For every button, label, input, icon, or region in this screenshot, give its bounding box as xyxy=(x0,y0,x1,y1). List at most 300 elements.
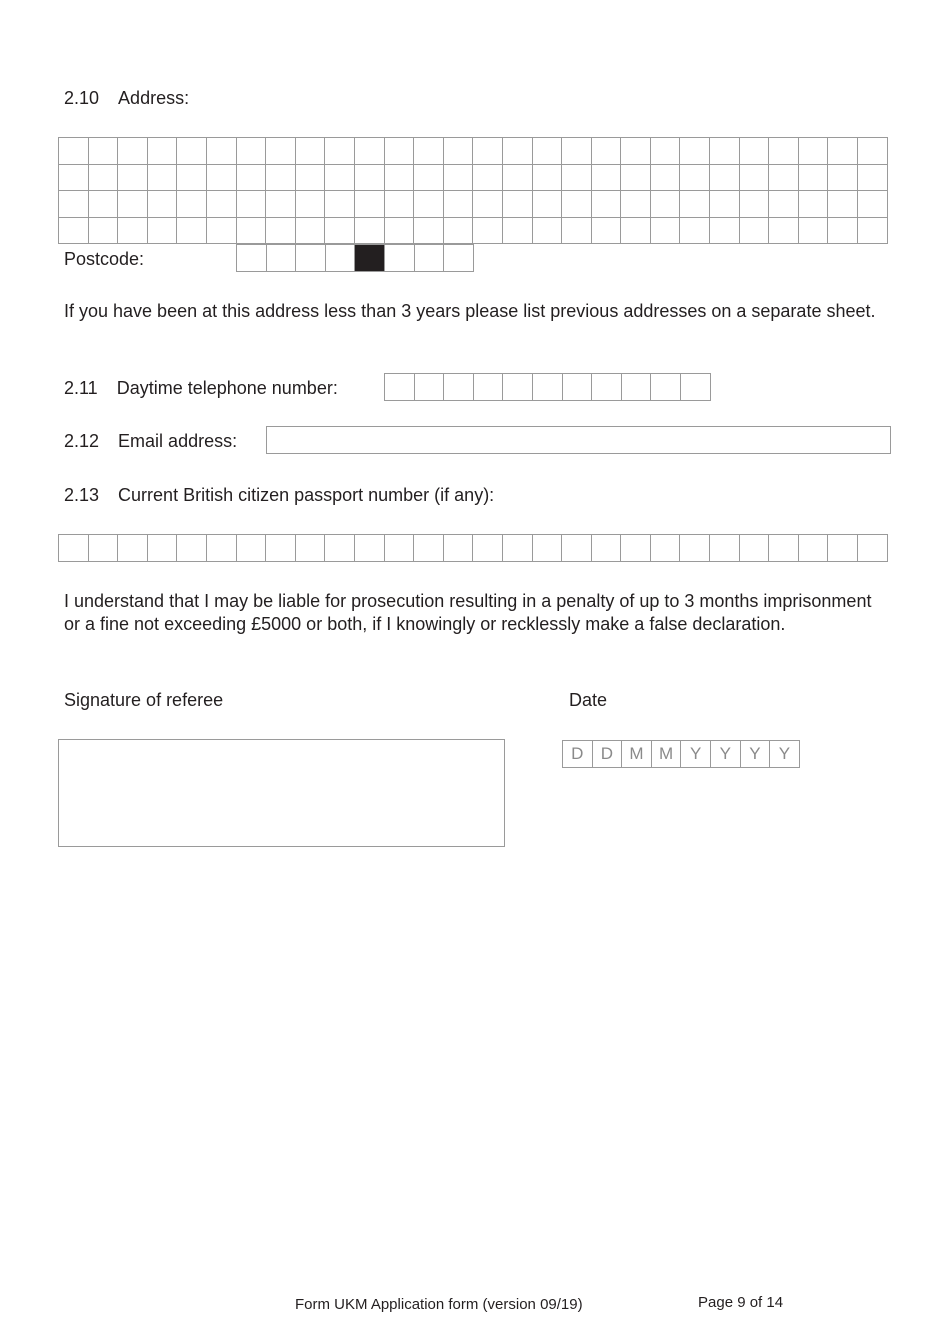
passport-char-input[interactable] xyxy=(325,535,354,561)
address-char-input[interactable] xyxy=(651,165,680,191)
passport-char-input[interactable] xyxy=(444,535,473,561)
telephone-char-input[interactable] xyxy=(503,374,532,400)
passport-char-input[interactable] xyxy=(828,535,857,561)
address-char-input[interactable] xyxy=(414,191,443,217)
address-char-input[interactable] xyxy=(592,191,621,217)
address-cell xyxy=(769,191,799,218)
address-char-input[interactable] xyxy=(592,218,621,244)
address-cell xyxy=(799,165,829,192)
passport-char-input[interactable] xyxy=(296,535,325,561)
passport-cell xyxy=(651,535,681,562)
address-char-input[interactable] xyxy=(118,165,147,191)
address-char-input[interactable] xyxy=(858,165,887,191)
address-char-input[interactable] xyxy=(59,191,88,217)
address-cell xyxy=(385,165,415,192)
date-char-input[interactable] xyxy=(770,741,799,767)
address-char-input[interactable] xyxy=(237,191,266,217)
address-char-input[interactable] xyxy=(503,191,532,217)
address-cell xyxy=(89,138,119,165)
address-cell xyxy=(740,138,770,165)
address-cell xyxy=(533,165,563,192)
telephone-char-input[interactable] xyxy=(651,374,680,400)
passport-question-label: Current British citizen passport number (if any): xyxy=(118,485,495,505)
address-cell xyxy=(473,165,503,192)
address-cell xyxy=(740,165,770,192)
date-cell xyxy=(652,741,682,768)
date-char-input[interactable] xyxy=(563,741,592,767)
address-char-input[interactable] xyxy=(621,191,650,217)
address-cell xyxy=(858,191,888,218)
address-cell xyxy=(503,165,533,192)
address-char-input[interactable] xyxy=(89,191,118,217)
address-char-input[interactable] xyxy=(473,218,502,244)
telephone-char-input[interactable] xyxy=(444,374,473,400)
address-cell xyxy=(118,191,148,218)
postcode-cell xyxy=(415,245,445,272)
address-cell xyxy=(740,191,770,218)
address-cell xyxy=(59,218,89,245)
address-cell xyxy=(621,218,651,245)
address-cell xyxy=(503,191,533,218)
passport-question-number: 2.13 xyxy=(64,485,100,505)
passport-cell xyxy=(414,535,444,562)
address-char-input[interactable] xyxy=(740,165,769,191)
passport-char-input[interactable] xyxy=(177,535,206,561)
address-question xyxy=(64,87,189,110)
telephone-cell xyxy=(622,374,652,401)
address-char-input[interactable] xyxy=(710,218,739,244)
address-char-input[interactable] xyxy=(444,191,473,217)
address-cell xyxy=(266,138,296,165)
address-cell xyxy=(740,218,770,245)
passport-char-input[interactable] xyxy=(651,535,680,561)
passport-cell xyxy=(799,535,829,562)
email-question-number: 2.12 xyxy=(64,431,100,451)
address-cell xyxy=(828,191,858,218)
address-char-input[interactable] xyxy=(414,165,443,191)
address-char-input[interactable] xyxy=(148,165,177,191)
address-char-input[interactable] xyxy=(118,138,147,164)
address-cell xyxy=(562,138,592,165)
postcode-cell xyxy=(296,245,326,272)
address-char-input[interactable] xyxy=(177,138,206,164)
address-cell xyxy=(444,165,474,192)
passport-cell xyxy=(385,535,415,562)
address-char-input[interactable] xyxy=(769,191,798,217)
passport-cell xyxy=(266,535,296,562)
email-question-label: Email address: xyxy=(118,431,238,451)
address-cell xyxy=(473,138,503,165)
address-char-input[interactable] xyxy=(296,138,325,164)
date-cell xyxy=(770,741,800,768)
address-cell xyxy=(444,138,474,165)
address-char-input[interactable] xyxy=(89,165,118,191)
address-char-input[interactable] xyxy=(799,165,828,191)
date-cell xyxy=(622,741,652,768)
address-char-input[interactable] xyxy=(325,218,354,244)
address-cell xyxy=(177,165,207,192)
telephone-cell xyxy=(444,374,474,401)
address-cell xyxy=(680,218,710,245)
telephone-char-input[interactable] xyxy=(474,374,503,400)
email-field[interactable] xyxy=(267,427,890,453)
address-char-input[interactable] xyxy=(207,191,236,217)
address-cell xyxy=(148,191,178,218)
address-char-input[interactable] xyxy=(828,218,857,244)
date-grid xyxy=(562,740,800,768)
address-char-input[interactable] xyxy=(858,191,887,217)
signature-label: Signature of referee xyxy=(64,690,224,710)
address-char-input[interactable] xyxy=(503,218,532,244)
address-char-input[interactable] xyxy=(651,191,680,217)
address-char-input[interactable] xyxy=(769,138,798,164)
telephone-cell xyxy=(592,374,622,401)
address-cell xyxy=(828,138,858,165)
address-cell xyxy=(769,138,799,165)
address-char-input[interactable] xyxy=(325,165,354,191)
address-cell xyxy=(799,218,829,245)
address-cell xyxy=(680,138,710,165)
address-char-input[interactable] xyxy=(414,218,443,244)
address-char-input[interactable] xyxy=(414,138,443,164)
address-char-input[interactable] xyxy=(503,165,532,191)
telephone-cell xyxy=(474,374,504,401)
address-char-input[interactable] xyxy=(680,218,709,244)
date-cell xyxy=(711,741,741,768)
address-char-input[interactable] xyxy=(296,191,325,217)
address-char-input[interactable] xyxy=(533,138,562,164)
address-char-input[interactable] xyxy=(799,138,828,164)
address-char-input[interactable] xyxy=(740,191,769,217)
telephone-grid xyxy=(384,373,711,401)
postcode-label: Postcode: xyxy=(64,249,145,269)
address-cell xyxy=(651,218,681,245)
address-cell xyxy=(651,191,681,218)
passport-char-input[interactable] xyxy=(740,535,769,561)
address-char-input[interactable] xyxy=(355,191,384,217)
address-cell xyxy=(651,138,681,165)
address-char-input[interactable] xyxy=(769,218,798,244)
address-char-input[interactable] xyxy=(355,138,384,164)
address-char-input[interactable] xyxy=(740,218,769,244)
address-char-input[interactable] xyxy=(59,165,88,191)
postcode-char-input[interactable] xyxy=(326,245,355,271)
passport-char-input[interactable] xyxy=(533,535,562,561)
address-char-input[interactable] xyxy=(148,138,177,164)
passport-char-input[interactable] xyxy=(621,535,650,561)
address-char-input[interactable] xyxy=(828,191,857,217)
postcode-char-input[interactable] xyxy=(415,245,444,271)
passport-char-input[interactable] xyxy=(769,535,798,561)
passport-cell xyxy=(680,535,710,562)
address-cell xyxy=(414,165,444,192)
passport-char-input[interactable] xyxy=(59,535,88,561)
address-char-input[interactable] xyxy=(473,138,502,164)
date-cell xyxy=(741,741,771,768)
address-cell xyxy=(355,191,385,218)
address-char-input[interactable] xyxy=(680,138,709,164)
postcode-char-input[interactable] xyxy=(444,245,473,271)
address-char-input[interactable] xyxy=(562,165,591,191)
address-cell xyxy=(414,191,444,218)
passport-char-input[interactable] xyxy=(799,535,828,561)
passport-char-input[interactable] xyxy=(858,535,887,561)
address-char-input[interactable] xyxy=(385,218,414,244)
address-char-input[interactable] xyxy=(651,138,680,164)
telephone-char-input[interactable] xyxy=(415,374,444,400)
address-char-input[interactable] xyxy=(207,165,236,191)
passport-grid xyxy=(58,534,888,562)
date-char-input[interactable] xyxy=(711,741,740,767)
declaration-text: I understand that I may be liable for prosecution resulting in a penalty of up to 3 months imprisonment or a fine not exceeding £5000 or both, if I knowingly or recklessly make a false declaration. xyxy=(64,591,872,634)
address-char-input[interactable] xyxy=(503,138,532,164)
passport-char-input[interactable] xyxy=(237,535,266,561)
address-cell xyxy=(177,138,207,165)
address-cell xyxy=(207,138,237,165)
postcode-char-input[interactable] xyxy=(267,245,296,271)
address-cell xyxy=(592,138,622,165)
passport-cell xyxy=(296,535,326,562)
address-char-input[interactable] xyxy=(325,138,354,164)
address-char-input[interactable] xyxy=(266,165,295,191)
address-char-input[interactable] xyxy=(799,218,828,244)
address-cell xyxy=(651,165,681,192)
passport-cell xyxy=(562,535,592,562)
address-cell xyxy=(237,165,267,192)
address-char-input[interactable] xyxy=(148,218,177,244)
address-char-input[interactable] xyxy=(533,165,562,191)
address-cell xyxy=(325,191,355,218)
address-char-input[interactable] xyxy=(385,191,414,217)
address-char-input[interactable] xyxy=(858,218,887,244)
address-cell xyxy=(118,138,148,165)
address-cell xyxy=(148,138,178,165)
address-char-input[interactable] xyxy=(680,165,709,191)
address-cell xyxy=(533,218,563,245)
address-cell xyxy=(266,165,296,192)
address-char-input[interactable] xyxy=(148,191,177,217)
address-cell xyxy=(325,218,355,245)
postcode-char-input[interactable] xyxy=(237,245,266,271)
passport-cell xyxy=(710,535,740,562)
address-char-input[interactable] xyxy=(355,218,384,244)
address-cell xyxy=(177,191,207,218)
date-char-input[interactable] xyxy=(593,741,622,767)
address-cell xyxy=(296,138,326,165)
telephone-char-input[interactable] xyxy=(563,374,592,400)
address-char-input[interactable] xyxy=(562,191,591,217)
passport-char-input[interactable] xyxy=(266,535,295,561)
postcode-cell xyxy=(267,245,297,272)
address-cell xyxy=(385,191,415,218)
postcode-cell xyxy=(326,245,356,272)
passport-char-input[interactable] xyxy=(118,535,147,561)
telephone-char-input[interactable] xyxy=(385,374,414,400)
telephone-char-input[interactable] xyxy=(592,374,621,400)
address-cell xyxy=(503,218,533,245)
date-char-input[interactable] xyxy=(652,741,681,767)
address-char-input[interactable] xyxy=(266,218,295,244)
address-char-input[interactable] xyxy=(740,138,769,164)
address-char-input[interactable] xyxy=(118,218,147,244)
address-char-input[interactable] xyxy=(562,218,591,244)
address-cell xyxy=(710,218,740,245)
address-char-input[interactable] xyxy=(828,165,857,191)
postcode-cell xyxy=(385,245,415,272)
address-cell xyxy=(473,218,503,245)
address-char-input[interactable] xyxy=(710,138,739,164)
address-cell xyxy=(296,218,326,245)
address-cell xyxy=(710,191,740,218)
address-char-input[interactable] xyxy=(177,191,206,217)
address-char-input[interactable] xyxy=(473,165,502,191)
address-cell xyxy=(148,218,178,245)
date-char-input[interactable] xyxy=(622,741,651,767)
address-cell xyxy=(355,138,385,165)
address-char-input[interactable] xyxy=(237,165,266,191)
address-char-input[interactable] xyxy=(89,138,118,164)
address-char-input[interactable] xyxy=(533,218,562,244)
address-cell xyxy=(237,218,267,245)
address-cell xyxy=(533,191,563,218)
address-question-number: 2.10 xyxy=(64,88,100,108)
telephone-cell xyxy=(563,374,593,401)
address-char-input[interactable] xyxy=(207,138,236,164)
address-char-input[interactable] xyxy=(799,191,828,217)
address-cell xyxy=(414,218,444,245)
footer-page-number: Page 9 of 14 xyxy=(698,1294,784,1311)
passport-cell xyxy=(621,535,651,562)
address-char-input[interactable] xyxy=(237,138,266,164)
address-char-input[interactable] xyxy=(444,218,473,244)
passport-cell xyxy=(592,535,622,562)
address-char-input[interactable] xyxy=(444,138,473,164)
date-char-input[interactable] xyxy=(681,741,710,767)
date-char-input[interactable] xyxy=(741,741,770,767)
address-char-input[interactable] xyxy=(651,218,680,244)
address-char-input[interactable] xyxy=(680,191,709,217)
address-cell xyxy=(562,191,592,218)
address-char-input[interactable] xyxy=(296,165,325,191)
passport-char-input[interactable] xyxy=(148,535,177,561)
address-char-input[interactable] xyxy=(562,138,591,164)
address-char-input[interactable] xyxy=(858,138,887,164)
address-cell xyxy=(148,165,178,192)
date-cell xyxy=(563,741,593,768)
address-cell xyxy=(592,218,622,245)
address-char-input[interactable] xyxy=(237,218,266,244)
address-char-input[interactable] xyxy=(621,218,650,244)
address-char-input[interactable] xyxy=(621,165,650,191)
address-cell xyxy=(680,165,710,192)
signature-box[interactable] xyxy=(58,739,505,847)
address-char-input[interactable] xyxy=(118,191,147,217)
address-char-input[interactable] xyxy=(266,191,295,217)
address-char-input[interactable] xyxy=(769,165,798,191)
postcode-cell xyxy=(444,245,474,272)
address-char-input[interactable] xyxy=(207,218,236,244)
passport-cell xyxy=(59,535,89,562)
address-cell xyxy=(296,165,326,192)
address-cell xyxy=(207,165,237,192)
address-char-input[interactable] xyxy=(592,165,621,191)
address-cell xyxy=(266,191,296,218)
passport-char-input[interactable] xyxy=(385,535,414,561)
address-char-input[interactable] xyxy=(828,138,857,164)
postcode-char-input[interactable] xyxy=(385,245,414,271)
telephone-char-input[interactable] xyxy=(622,374,651,400)
address-char-input[interactable] xyxy=(385,138,414,164)
passport-char-input[interactable] xyxy=(710,535,739,561)
passport-char-input[interactable] xyxy=(473,535,502,561)
passport-cell xyxy=(473,535,503,562)
address-char-input[interactable] xyxy=(444,165,473,191)
passport-char-input[interactable] xyxy=(503,535,532,561)
address-cell xyxy=(237,138,267,165)
telephone-cell xyxy=(385,374,415,401)
address-char-input[interactable] xyxy=(59,218,88,244)
address-char-input[interactable] xyxy=(59,138,88,164)
address-cell xyxy=(414,138,444,165)
address-cell xyxy=(710,138,740,165)
passport-char-input[interactable] xyxy=(207,535,236,561)
passport-cell xyxy=(118,535,148,562)
passport-char-input[interactable] xyxy=(355,535,384,561)
passport-char-input[interactable] xyxy=(592,535,621,561)
passport-char-input[interactable] xyxy=(414,535,443,561)
address-grid xyxy=(58,137,888,244)
address-char-input[interactable] xyxy=(89,218,118,244)
address-cell xyxy=(621,165,651,192)
passport-char-input[interactable] xyxy=(89,535,118,561)
address-char-input[interactable] xyxy=(177,165,206,191)
address-char-input[interactable] xyxy=(710,191,739,217)
telephone-char-input[interactable] xyxy=(533,374,562,400)
address-char-input[interactable] xyxy=(592,138,621,164)
passport-char-input[interactable] xyxy=(680,535,709,561)
address-char-input[interactable] xyxy=(621,138,650,164)
address-cell xyxy=(89,191,119,218)
date-cell xyxy=(593,741,623,768)
address-char-input[interactable] xyxy=(355,165,384,191)
date-label: Date xyxy=(569,690,608,710)
address-char-input[interactable] xyxy=(325,191,354,217)
address-char-input[interactable] xyxy=(177,218,206,244)
address-cell xyxy=(325,165,355,192)
address-cell xyxy=(118,165,148,192)
passport-cell xyxy=(177,535,207,562)
address-cell xyxy=(799,138,829,165)
address-char-input[interactable] xyxy=(533,191,562,217)
telephone-char-input[interactable] xyxy=(681,374,710,400)
address-char-input[interactable] xyxy=(266,138,295,164)
address-char-input[interactable] xyxy=(710,165,739,191)
passport-char-input[interactable] xyxy=(562,535,591,561)
address-char-input[interactable] xyxy=(296,218,325,244)
address-cell xyxy=(296,191,326,218)
passport-cell xyxy=(858,535,888,562)
postcode-char-input[interactable] xyxy=(296,245,325,271)
address-cell xyxy=(385,218,415,245)
email-field-box xyxy=(266,426,891,454)
address-char-input[interactable] xyxy=(385,165,414,191)
address-char-input[interactable] xyxy=(473,191,502,217)
postcode-cell xyxy=(237,245,267,272)
passport-cell xyxy=(237,535,267,562)
date-cell xyxy=(681,741,711,768)
address-question-label: Address: xyxy=(118,88,190,108)
address-note: If you have been at this address less than 3 years please list previous addresses on a separate sheet. xyxy=(64,301,876,321)
